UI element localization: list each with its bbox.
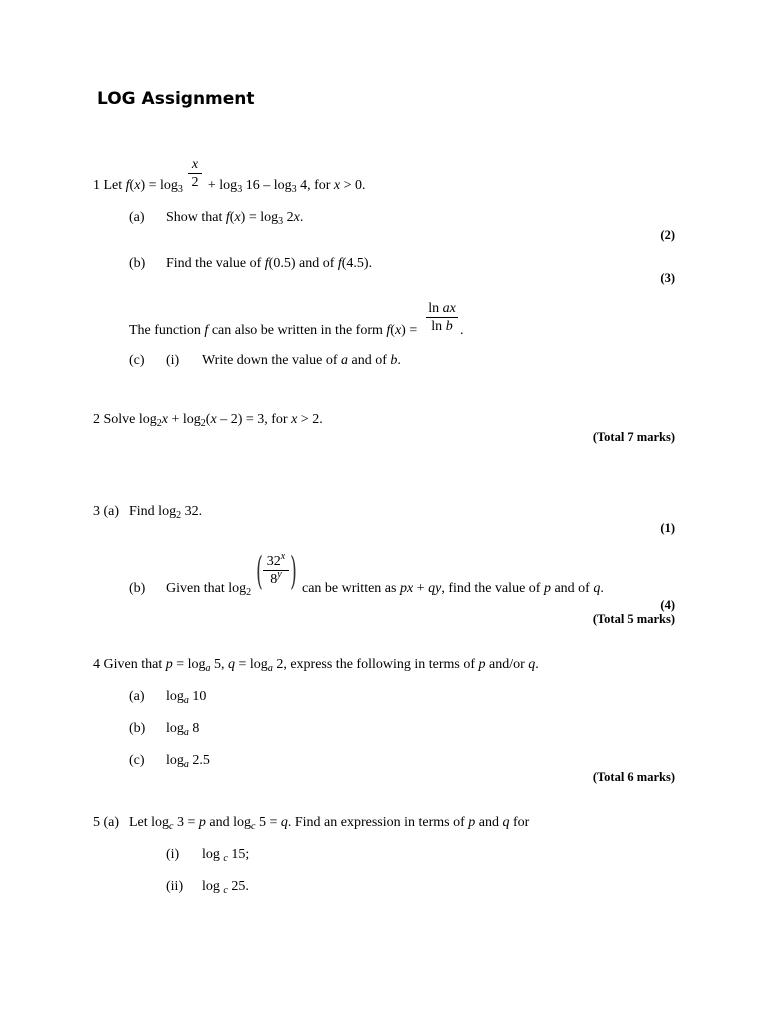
question-3b-label: (b) xyxy=(129,581,146,596)
question-4c-text: $\log_a 2.5$ xyxy=(166,753,210,770)
question-1-fraction: x 2 xyxy=(188,157,202,190)
question-5a-text: Let $\log_c 3 = p$ and $\log_c 5 = q$. Find an expression in terms of p and q for xyxy=(129,815,530,832)
question-3-total: (Total 5 marks) xyxy=(592,612,675,626)
question-2-marks: (Total 7 marks) xyxy=(592,430,675,444)
question-1a-marks: (2) xyxy=(660,228,675,242)
question-3b-marks: (4) xyxy=(660,598,675,612)
question-1-function-fraction: ln ax ln b xyxy=(426,301,458,334)
question-1c-text: Write down the value of a and of b. xyxy=(202,353,401,368)
question-3a-text: Find $\log_2 32$. xyxy=(129,504,203,521)
question-1b-text: Find the value of f(0.5) and of f(4.5). xyxy=(166,256,373,271)
question-1b-marks: (3) xyxy=(660,271,675,285)
question-4a-text: $\log_a 10$ xyxy=(166,689,207,706)
question-3a-marks: (1) xyxy=(660,521,675,535)
question-5a-label: 5 (a) xyxy=(93,815,120,830)
question-1a-text: Show that $f(x) = \log_3 2x$. xyxy=(166,210,304,227)
question-2-text: 2 Solve $\log_2x + \log_2(x - 2) = 3$, for x > 2. xyxy=(93,412,323,429)
question-5a-i-text: log $_c$ 15; xyxy=(202,847,250,864)
question-3b-fraction: 32$^x$ 8$^y$ xyxy=(263,554,289,587)
question-1c-label: (c) xyxy=(129,353,145,368)
question-5a-i-label: (i) xyxy=(166,847,180,862)
page-title: LOG Assignment xyxy=(97,89,255,109)
question-4c-label: (c) xyxy=(129,753,145,768)
question-4a-label: (a) xyxy=(129,689,145,704)
question-4-text: 4 Given that $p = \log_a 5$, $q = \log_a 2$, express the following in terms of p and/or q. xyxy=(93,657,539,674)
question-3b-text: Given that $\log_2$ xyxy=(166,581,252,598)
question-1-function-text: The function f can also be written in the form f(x) = xyxy=(129,323,418,338)
right-paren: ) xyxy=(290,549,297,593)
question-4b-text: $\log_a 8$ xyxy=(166,721,200,738)
question-3a-label: 3 (a) xyxy=(93,504,120,519)
question-4b-label: (b) xyxy=(129,721,146,736)
question-1b-label: (b) xyxy=(129,256,146,271)
question-1a-label: (a) xyxy=(129,210,145,225)
question-1-stem: 1 Let $f(x) = \log_3 + \log_3 16 - \log_3 4$, for x > 0. xyxy=(93,178,366,195)
question-5a-ii-text: log $_c$ 25. xyxy=(202,879,249,896)
question-1-function-period: . xyxy=(460,323,464,338)
question-4-total: (Total 6 marks) xyxy=(592,770,675,784)
left-paren: ( xyxy=(256,549,263,593)
question-1c-sub-label: (i) xyxy=(166,353,180,368)
question-3b-rest: can be written as px + qy, find the value of p and of q. xyxy=(302,581,604,596)
question-5a-ii-label: (ii) xyxy=(166,879,184,894)
